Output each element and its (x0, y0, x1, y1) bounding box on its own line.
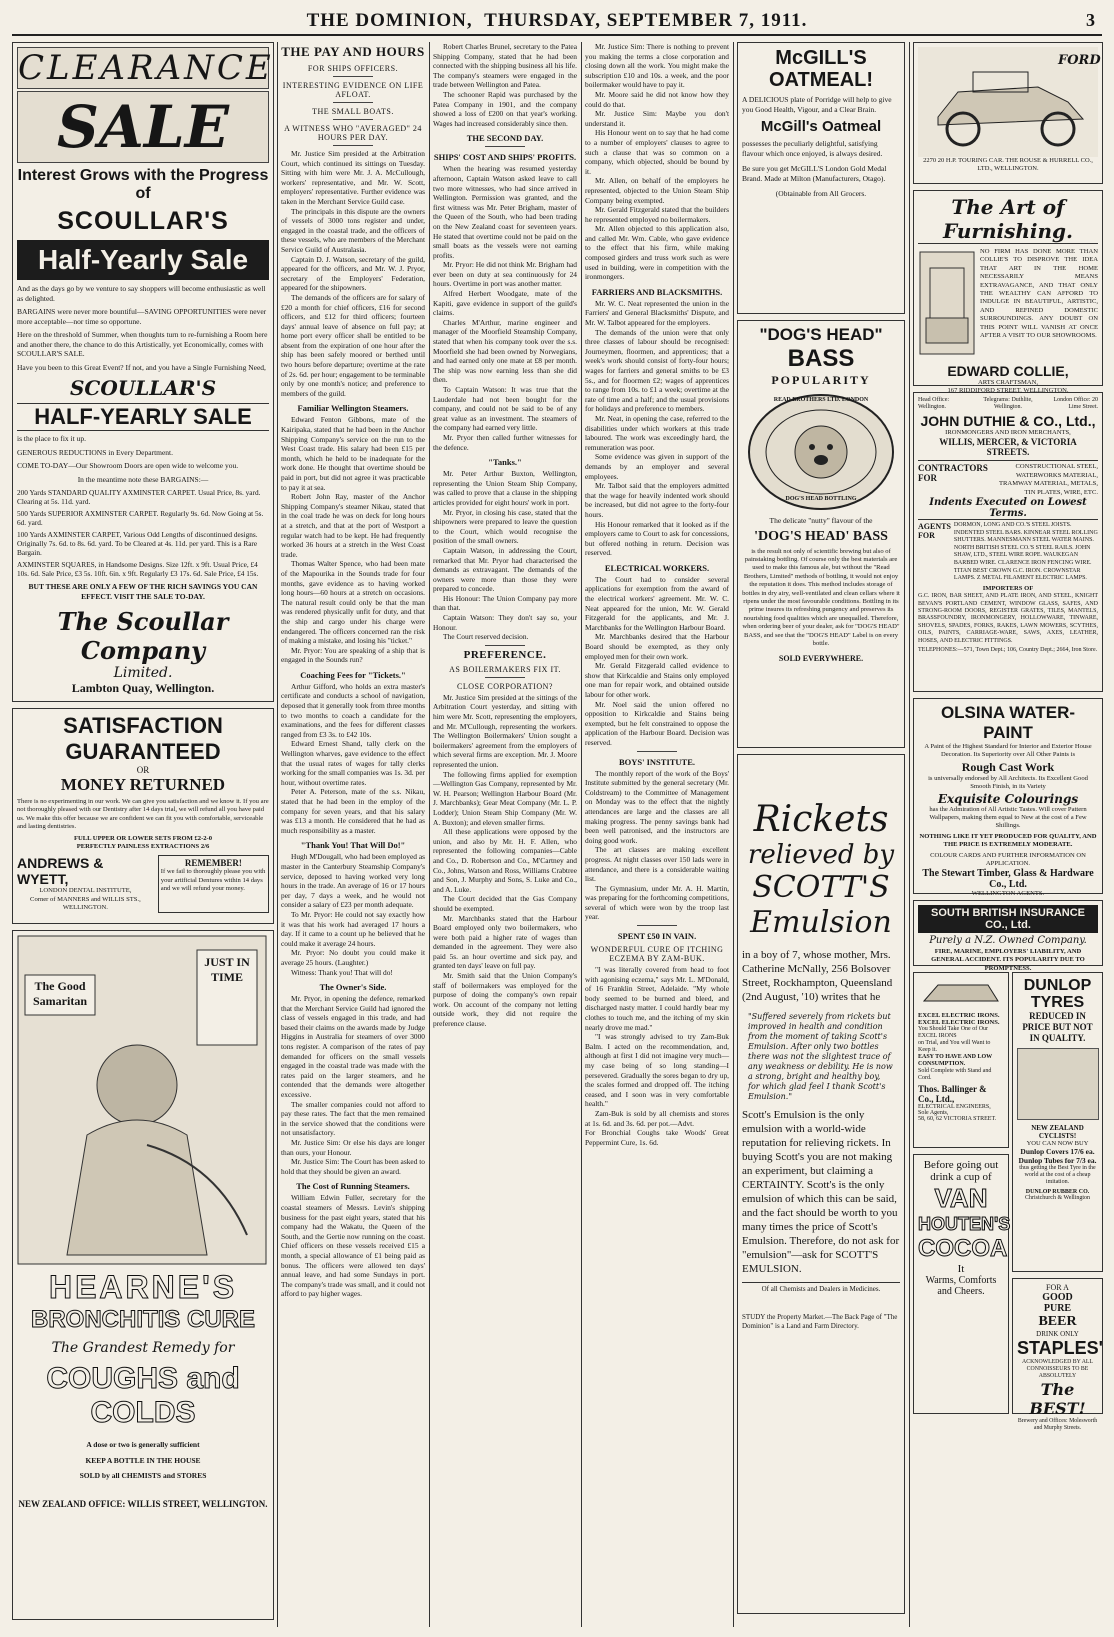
article-subhead: Coaching Fees for "Tickets." (300, 669, 406, 680)
ballinger-address: 58, 60, 62 VICTORIA STREET. (918, 1116, 997, 1122)
olsina-exquisite: Exquisite Colourings (937, 791, 1079, 806)
article-paragraph: Mr. Talbot said that the employers admitted that the wage for heavily indented work should be increased, but did not agree to the forty-four hours. (585, 481, 729, 519)
hearne-office: NEW ZEALAND OFFICE: WILLIS STREET, WELLINGTON. (18, 1498, 268, 1509)
bass-body: is the result not only of scientific brewing but also of painstaking bottling. Of course only the best materials are used to make this famous ale, but without the "Read Brothers, Limited" methods of bottling, it would not enjoy the reputation it does. This method includes storage of bottles in dry airy, well-ventilated and clean cellars where it ripens under the most favourable conditions. Bottling in its prime insures its refreshing pungency and preserves its nourishing food qualities which are unequalled. Therefore, when ordering beer of your dealer, ask for "DOG'S HEAD" BASS, and see that the "DOG'S HEAD" Label is on every bottle. (742, 547, 900, 647)
bass-sold: SOLD EVERYWHERE. (778, 654, 864, 664)
scoullar-para-2: BARGAINS were never more bountiful—SAVING OPPORTUNITIES were never more acceptable—nor time so opportune. (17, 307, 267, 326)
scoullar-para-8: In the meantime note these BARGAINS:— (77, 474, 209, 484)
staples-best: The BEST! (1029, 1380, 1086, 1418)
duthie-import-list: G.C. IRON, BAR SHEET, AND PLATE IRON, AND STEEL, KNIGHT BEVAN'S PORTLAND CEMENT, WINDOW GLASS, SAFES, AND STRONG-ROOM DOORS, REGISTER GRATES, TILES, MANTELS, BRASSFOUNDRY, IRONMONGERY, HOLLOWWARE, TINWARE, SHOVELS, SPADES, FORKS, RAKES, LAWN MOWERS, SCYTHES, OILS, PAINTS, CARRIAGE-WARE, SAWS, AXES, LEATHER, HOSES, AND ELECTRIC FITTINGS. (918, 593, 1098, 644)
article-paragraph: The Court decided that the Gas Company should be exempted. (433, 894, 577, 913)
mcgill-name: McGill's Oatmeal (760, 118, 882, 135)
good-samaritan-title: The Good Samaritan (33, 979, 87, 1008)
article-paragraph: The art classes are making excellent progress. At night classes over 150 lads were in attendance, and there is a considerable waiting list. (585, 845, 729, 884)
duthie-agent-list: DORMON, LONG AND CO.'S STEEL JOISTS. INDENTED STEEL BARS. KINNEAR STEEL ROLLING SHUTTERS. MANNESMANN STEEL WATER MAINS. NORTH BRITISH STEEL CO.'S STEEL RAILS. JOHN SHAW, LTD., STEEL WIRE ROPE. WAUKEGAN BARBED WIRE. CLARENCE IRON FENCING WIRE. TITAN BEST CROWN G.C. IRON. CROWNSTAR LAMPS. Z METAL FILAMENT ELECTRIC LAMPS. (953, 522, 1098, 582)
article-paragraph: Mr. Pryor, in closing his case, stated that the shipowners were prepared to leave the question to the Court, which would recognise the position of the small owners. (433, 507, 577, 546)
hearne-sold: SOLD by all CHEMISTS and STORES (79, 1471, 207, 1480)
remember-heading: REMEMBER! (184, 858, 242, 869)
bargain-item: AXMINSTER SQUARES, in Handsome Designs. Size 12ft. x 9ft. Usual Price, £4 10s. 6d. Sale Price, £3 5s. 10ft. 6in. x 9ft. Regularly £3 17s. 6d. Sale Price, £4 15s. (17, 560, 259, 578)
article-paragraph: Mr. Pryor, in opening the defence, remarked that the Merchant Service Guild had ignored the class of vessels engaged in this trade, and had based their claims on the awards made by Judge Higgins in Australia for steamers of over 3000 tons register. A comparison of the rates of pay demanded for officers on the small vessels engaged in the coastal trade was made with the rates paid on the larger steamers, and he contended that the demands were altogether excessive. (281, 994, 425, 1100)
article-paragraph: William Edwin Fuller, secretary for the coastal steamers of Messrs. Levin's shipping business for the past eight years, stated that his company had the Wakatu, the Queen of the South, and the Gertie now running on the coast. Chief officers on these vessels received £15 a month, a special allowance of £1 being paid as bonus. The officers were allowed ten days' annual leave, and had some Sundays in port. The company's trade was small, and it could not afford to pay higher wages. (281, 1193, 425, 1299)
olsina-title: OLSINA WATER-PAINT (940, 703, 1076, 742)
excel-sold: Sold Complete with Stand and Cord. (918, 1068, 992, 1081)
mcgill-text-2: possesses the peculiarly delightful, satisfying flavour which once enjoyed, is always desired. (742, 139, 883, 158)
olsina-text-2: is universally endorsed by All Architects. Its Excellent Good Smooth Finish, in its Variety (928, 774, 1088, 791)
article-headline: THE PAY AND HOURS (281, 44, 425, 59)
column-rule (733, 42, 734, 1627)
collie-name: EDWARD COLLIE, (947, 363, 1069, 379)
article-subhead: THE SECOND DAY. (466, 133, 544, 144)
dunlop-covers: Dunlop Covers 17/6 ea. (1020, 1147, 1095, 1156)
clearance-heading: CLEARANCE (18, 48, 274, 88)
duthie-london: London Office: 20 Lime Street. (1053, 397, 1098, 410)
ballinger-agents: Sole Agents, (918, 1110, 949, 1116)
duthie-telegrams: Telegrams: Duthlite, Wellington. (983, 397, 1033, 410)
duthie-for: FOR (918, 531, 935, 541)
scotts-brand: SCOTT'S (752, 870, 890, 905)
scoullar-para-1: And as the days go by we venture to say shoppers will become enthusiastic as well as delighted. (17, 284, 266, 303)
article-paragraph: To Captain Watson: It was true that the Lauderdale had not been bought for the company, and could not be said to be of any great value as an investment. The steamers of the company had earned very little. (433, 385, 577, 433)
duthie-contractor-list: CONSTRUCTIONAL STEEL, WATERWORKS MATERIAL, TRAMWAY MATERIAL, METALS, TIN PLATES, WIRE, ETC. (999, 463, 1098, 496)
remember-text: If we fail to thoroughly please you with your artificial Dentures within 14 days and we will refund your money. (160, 868, 266, 893)
article-paragraph: The Gymnasium, under Mr. A. H. Martin, was preparing for the forthcoming competitions, several of which were won by the troop last year. (585, 883, 729, 922)
vh-before: Before going out (923, 1159, 999, 1171)
olsina-text: A Paint of the Highest Standard for Interior and Exterior House Decoration. Its Superiority over All Other Paints is (924, 743, 1092, 759)
staples-pure: PURE (1043, 1303, 1072, 1314)
scotts-case: in a boy of 7, whose mother, Mrs. Catherine McNally, 256 Bolsover Street, Rockhampton, Queensland (2nd August, '10) writes that he (742, 949, 893, 1003)
article-paragraph: Mr. Justice Sim: There is nothing to prevent you making the terms a close corporation and closing down all the work. You might make the subscription £10 and 10s. a week, and the poor boilermaker would have to pay it. (585, 42, 729, 90)
excel-take-one: You Should Take One of Our EXCEL IRONS (918, 1026, 989, 1039)
hearne-title: HEARNE'S (48, 1269, 238, 1305)
ballinger-eng: ELECTRICAL ENGINEERS, (918, 1104, 991, 1110)
scotts-body: Scott's Emulsion is the only emulsion with a world-wide reputation for relieving rickets. In buying Scott's you are not making an experiment, but claiming a CERTAINTY. Scott's is the only emulsion of which this can be said, and the fact should be worth to you many times the price of Scott's Emulsion. Therefore, do not ask for "emulsion"—ask for SCOTT'S EMULSION. (742, 1109, 900, 1275)
article-column-2 (433, 42, 577, 1627)
article-paragraph: Some evidence was given in support of the demands by an employer and several employees. (585, 452, 729, 481)
collie-advert (913, 190, 1103, 395)
article-subhead: ELECTRICAL WORKERS. (604, 562, 710, 573)
article-paragraph: Mr. Justice Sim presided at the sittings of the Arbitration Court yesterday, and sitting with him were Mr. Scott, representing the employers, and Mr. M'Cullough, representing the workers. The Wellington Boilermakers' Union sought a boilermakers' agreement from the employers of which several firms are exception. Mr. J. Moore represented the union. (433, 692, 577, 769)
article-paragraph: His Honour: The Union Company pay more than that. (433, 593, 577, 613)
ford-advert (913, 42, 1103, 184)
scoullar-para-5: is the place to fix it up. (17, 434, 86, 443)
article-sub: AS BOILERMAKERS FIX IT. (449, 664, 561, 674)
duthie-phones: TELEPHONES:—571, Town Dept.; 106, Country Dept.; 2664, Iron Store. (918, 647, 1098, 654)
column-left-ads (12, 42, 274, 1627)
article-paragraph: Mr. Justice Sim: The Court has been asked to hold that they should be given an award. (281, 1157, 425, 1176)
dunlop-tubes: Dunlop Tubes for 7/3 ea. (1018, 1156, 1097, 1165)
article-paragraph: The following firms applied for exemption—Wellington Gas Company, represented by Mr. W. H. Pearson; Wellington Harbour Board (Mr. J. Marchbanks); Gear Meat Company (Mr. L. P. Lodder); Union Steam Ship Company (Mr. W. A. Buxton); and eleven smaller firms. (433, 769, 577, 827)
bargain-item: 100 Yards AXMINSTER CARPET, Various Odd Lengths of discontinued designs. Originally 7s. 6d. to 8s. 6d. yard. To be Cleared at 4s. 11d. per yard. This is a Rare Bargain. (17, 530, 258, 557)
article-subhead: FARRIERS AND BLACKSMITHS. (591, 286, 723, 297)
grandest-remedy: The Grandest Remedy for (51, 1340, 235, 1356)
article-paragraph: Witness: Thank you! That will do! (291, 967, 393, 977)
staples-for: FOR A (1046, 1283, 1069, 1292)
article-paragraph: Mr. Smith said that the Union Company's staff of boilermakers was employed for the purpose of doing the company's own repair work. On account of the company not letting outside work, they did not require the preference clause. (433, 971, 577, 1029)
issue-date: THURSDAY, SEPTEMBER 7, 1911. (484, 10, 808, 31)
olsina-nothing: NOTHING LIKE IT YET PRODUCED FOR QUALITY, AND THE PRICE IS EXTREMELY MODERATE. (919, 832, 1097, 849)
duthie-name: JOHN DUTHIE & CO., Ltd., (920, 413, 1096, 429)
scoullar-para-9: BUT THESE ARE ONLY A FEW OF THE RICH SAVINGS YOU CAN EFFECT. VISIT THE SALE TO-DAY. (28, 582, 258, 601)
article-paragraph: Charles M'Arthur, marine engineer and manager of the Moorfield Steamship Company, stated that when his company took over the s.s. Moorfield she had been owned by Norwegians, and had earned only one mate at £8 per month. The ship was now earning less than she did then. (433, 317, 577, 385)
article-paragraph: The schooner Rapid was purchased by the Patea Company in 1901, and the company showed a loss of £200 on that year's working. Wages had increased considerably since then. (433, 89, 577, 128)
article-paragraph: Mr. Pryor then called further witnesses for the defence. (433, 432, 577, 452)
dog-head-label (746, 392, 896, 512)
article-paragraph: The Court reserved decision. (443, 632, 529, 642)
article-column-1 (281, 42, 425, 1627)
staples-brewery: Brewery and Offices: Molesworth and Murphy Streets. (1017, 1418, 1098, 1431)
article-footnote: For Bronchial Coughs take Woods' Great Peppermint Cure, 1s. 6d. (585, 1128, 729, 1147)
article-section-heading: PREFERENCE. (463, 648, 547, 661)
hearne-dose: A dose or two is generally sufficient (86, 1440, 200, 1449)
scotts-advert (737, 754, 905, 1614)
staples-name: STAPLES' (1017, 1338, 1103, 1358)
article-paragraph: "I was literally covered from head to foot with agonising eczema," says Mr. L. M'Donald, of 16 Franklin Street, Adelaide. "My whole body seemed to be burned and bleed, and discharged nasty matter. I could hardly bear my clothes to touch me, and the itching of my skin nearly drove me mad." (585, 965, 729, 1032)
vanhouten-advert (913, 1154, 1009, 1414)
excel-trial: on Trial, and You will Want to Keep it. (918, 1040, 991, 1053)
scoullar-para-4: Have you been to this Great Event? If not, and you have a Single Furnishing Need, (17, 362, 266, 372)
article-paragraph: Mr. Allen, on behalf of the employers he represented, objected to the Union Steam Ship Company being exempted. (585, 176, 729, 205)
article-paragraph: Mr. Noel said the union offered no opposition to Kirkcaldie and Stains being exempted, but he felt constrained to oppose the application of the Harbour Board. Decision was reserved. (585, 699, 729, 747)
olsina-text-3: has the Admiration of All Artistic Tastes. Will cover Pattern Wallpapers, making them equal to New at the cost of a Few Shillings. (929, 805, 1087, 830)
dental-set-price: FULL UPPER OR LOWER SETS FROM £2-2-0 (73, 834, 213, 842)
article-paragraph: Captain D. J. Watson, secretary of the guild, appeared for the officers, and Mr. W. J. Pryor, secretary of the Employers' Federation, appeared for the shipowners. (281, 254, 425, 293)
sale-heading: SALE (17, 91, 269, 163)
vh-houten: HOUTEN'S (918, 1214, 1011, 1234)
article-paragraph: The smaller companies could not afford to pay these rates. The fact that the men remained in the service showed that the conditions were not unsatisfactory. (281, 1099, 425, 1138)
masthead (12, 8, 1102, 36)
bargain-list (17, 488, 269, 578)
article-sub: WONDERFUL CURE OF ITCHING ECZEMA BY ZAM-BUK. (590, 945, 724, 964)
article-paragraph: The demands of the union were that only three classes of labour should be recognised: Journeymen, floormen, and apprentices; that a week's work should consist of forty-four hours; wages for farriers and general smiths to be £3 5s., and for floormen £2; wages of apprentices to range from 10s. to £1 a week; overtime at the rate of time and a half; and the usual provisions for holidays and preference to members. (585, 327, 729, 414)
article-paragraph: Mr. Marchbanks desired that the Harbour Board should be exempted, as they only employed men for their own work. (585, 632, 729, 661)
excel-irons: EXCEL ELECTRIC IRONS. (918, 1012, 1000, 1019)
sbi-classes: FIRE, MARINE, EMPLOYERS' LIABILITY, AND GENERAL ACCIDENT. ITS POPULARITY DUE TO PROMPTNESS. (931, 948, 1085, 972)
column-rule (909, 42, 910, 1627)
scoullar-advert (12, 42, 274, 702)
or-word: OR (136, 765, 150, 775)
rickets-heading: Rickets (753, 799, 889, 840)
collie-role: ARTS CRAFTSMAN, (977, 379, 1039, 386)
olsina-advert (913, 698, 1103, 898)
collie-address: 167 RIDDIFORD STREET, WELLINGTON. (947, 387, 1069, 395)
sbi-owned: Purely a N.Z. Owned Company. (929, 935, 1087, 946)
duthie-agents: AGENTS (918, 522, 951, 532)
dunlop-advert (1012, 972, 1103, 1272)
scoullar-para-6: GENEROUS REDUCTIONS in Every Department. (17, 447, 174, 457)
staples-good: GOOD (1042, 1292, 1073, 1303)
dunlop-cities: Christchurch & Wellington (1024, 1195, 1091, 1201)
vh-cocoa: COCOA (918, 1235, 1008, 1262)
staples-drink: DRINK ONLY (1036, 1330, 1079, 1338)
hearne-keep: KEEP A BOTTLE IN THE HOUSE (85, 1455, 201, 1465)
article-paragraph: All these applications were opposed by the union, and also by Mr. H. F. Allen, who represented the following companies—Cable and Co., D. Robertson and Co., M'Cartney and Co., Johns, Watson and Ross, Williams Crabtree and Son, J. Murphy and Sons, S. Luke and Co., and A. Luke. (433, 827, 577, 894)
article-paragraph: Edward Fenton Gibbons, mate of the Kairipaka, stated that he had been in the Anchor Shipping Company's service on the run to the West Coast trade. His salary had been £15 per month, which he held to be inadequate for the work done. He thought that overtime should be paid in port, but did not agree it was practicable to pay it at sea. (281, 415, 425, 492)
scotts-chemists: Of all Chemists and Dealers in Medicines. (742, 1282, 900, 1293)
scoullar-company: The Scoullar Company (57, 607, 229, 665)
vh-drink: drink a cup of (930, 1171, 992, 1183)
coughs-colds: COUGHS and COLDS (46, 1362, 240, 1429)
article-paragraph: Captain Watson, in addressing the Court, remarked that Mr. Pryor had characterised the demands as extravagant. The demands of the owners were more than those they were prepared to concede. (433, 545, 577, 594)
collie-title: The Art of Furnishing. (918, 195, 1098, 244)
olsina-cards: COLOUR CARDS AND FURTHER INFORMATION ON APPLICATION. (930, 851, 1086, 868)
dunlop-text: thus getting the Best Tyre in the world at the cost of a cheap imitation. (1019, 1165, 1096, 1185)
half-yearly-2: HALF-YEARLY SALE (17, 403, 269, 431)
sbi-title: SOUTH BRITISH INSURANCE CO., Ltd. (918, 905, 1098, 933)
relieved-by: relieved by (747, 840, 895, 870)
duthie-indents: Indents Executed on Lowest Terms. (918, 497, 1098, 520)
sbi-advert (913, 900, 1103, 972)
cyclist-illustration (1017, 1048, 1099, 1120)
article-paragraph: When the hearing was resumed yesterday afternoon, Captain Watson asked leave to call two more witnesses, who had since arrived in Wellington. Permission was granted, and the first witness was Mr. Peter Brigham, master of the Queen of the South, who had been trading on the New Zealand coast for seventeen years. He stated that overtime could not be paid on the small boats as the vessels were not earning profits. (433, 164, 577, 260)
satisfaction-heading: SATISFACTION (63, 713, 223, 738)
half-yearly-banner: Half-Yearly Sale (17, 240, 269, 280)
article-paragraph: Mr. Moore said he did not know how they could do that. (585, 89, 729, 109)
bronchitis-cure: BRONCHITIS CURE (30, 1306, 255, 1333)
article-sub-4: A WITNESS WHO "AVERAGED" 24 HOURS PER DAY. (284, 124, 422, 142)
bass-dogs-head: 'DOG'S HEAD' BASS (754, 528, 888, 544)
staples-beer: BEER (1038, 1314, 1077, 1329)
article-paragraph: Peter A. Peterson, mate of the s.s. Nikau, stated that he had been in the employ of the company for seven years, and that his salary was £13 a month. He considered that he had as much responsibility as a master. (281, 787, 425, 835)
dental-text: There is no experimenting in our work. We can give you satisfaction and we know it. If you are not thoroughly pleased with our Dentistry after 14 days trial, we will refund all you have paid us. We make this offer because we are confident we can fit you with comfortable, serviceable and lasting dentistries. (17, 798, 269, 831)
ballinger-advert (913, 972, 1009, 1148)
article-subhead: SHIPS' COST AND SHIPS' PROFITS. (433, 152, 577, 163)
dunlop-buy: YOU CAN NOW BUY (1026, 1140, 1089, 1147)
column-rule (277, 42, 278, 1627)
label-top-text: READ BROTHERS LTD. LONDON (773, 397, 869, 403)
interest-line: Interest Grows with the Progress of (17, 167, 269, 202)
stewart-agents: WELLINGTON AGENTS. (971, 890, 1045, 898)
article-sub-2: INTERESTING EVIDENCE ON LIFE AFLOAT. (282, 81, 424, 99)
article-paragraph: Mr. Pryor: He did not think Mr. Brigham had ever been on duty at sea continuously for 24 hours. Overtime in port was another matter. (433, 260, 577, 289)
vh-it: It (957, 1263, 965, 1275)
article-paragraph: Mr. Pryor: You are speaking of a ship that is engaged in the Sounds run? (281, 645, 425, 665)
article-paragraph: Mr. Pryor: No doubt you could make it average 25 hours. (Laughter.) (281, 948, 425, 967)
article-subhead: SPENT £50 IN VAIN. (617, 931, 697, 942)
article-paragraph: His Honour went on to say that he had come to a number of employers' clauses to agree to such a clause that was so common on a company, which objected, should be bound by it. (585, 128, 729, 176)
duthie-advert (913, 392, 1103, 692)
column-rule (581, 42, 582, 1627)
armchair-illustration (918, 248, 976, 358)
article-sub-1: FOR SHIPS OFFICERS. (307, 64, 399, 73)
duthie-importers: IMPORTERS OF (982, 584, 1034, 592)
ballinger-firm: Thos. Ballinger & Co., Ltd., (918, 1084, 987, 1104)
article-paragraph: Mr. Gerald Fitzgerald stated that the builders he represented employed no boilermakers. (585, 205, 729, 224)
collie-text: NO FIRM HAS DONE MORE THAN COLLIE'S TO DISPROVE THE IDEA THAT ART IN THE HOME NECESSARILY MEANS EXTRAVAGANCE, AND THAT ONLY THE WEALTHY CAN AFFORD TO INDULGE IN BEAUTIFUL, ARTISTIC, AND REFINED DOMESTIC SURROUNDINGS. ANY DOUBT ON THIS POINT WILL VANISH AT ONCE AFTER A VISIT TO OUR SHOWROOMS. (980, 248, 1098, 340)
article-sub-3: THE SMALL BOATS. (312, 107, 394, 116)
paper-title: THE DOMINION, (306, 10, 473, 31)
bargain-item: 200 Yards STANDARD QUALITY AXMINSTER CARPET. Usual Price, 8s. yard. Clearing at 5s. 11d. yard. (17, 488, 261, 506)
scotts-quote: "Suffered severely from rickets but improved in health and condition from the moment of taking Scott's Emulsion. After only two bottles there was not the slightest trace of any weakness or debility. He is now a strong, bright and healthy boy, for which glad feel I thank Scott's Emulsion." (748, 1012, 893, 1101)
vh-warms: Warms, Comforts (925, 1275, 997, 1286)
article-paragraph: The Court had to consider several applications for exemption from the award of the electrical workers' agreement. Mr. W. C. Neat appeared for the union, Mr. W. Gerald Fitzgerald for the applicants, and Mr. J. Marchbanks for the Wellington Harbour Board. (585, 574, 729, 632)
scoullar-address: Lambton Quay, Wellington. (71, 681, 215, 695)
dunlop-title: DUNLOP TYRES (1023, 977, 1092, 1011)
article-paragraph: The monthly report of the work of the Boys' Institute submitted by the general secretary (Mr. Coldstream) to the Committee of Management on Monday was to the effect that the nightly attendances are large and the classes are all making progress. The penny savings bank had been well patronised, and the instructors are doing good work. (585, 768, 729, 845)
article-subhead: The Cost of Running Steamers. (296, 1181, 410, 1192)
article-paragraph: His Honour remarked that it looked as if the employers came to Court to ask for concessions, but offered nothing in return. Decision was reserved. (585, 519, 729, 558)
mcgill-grocers: (Obtainable from All Grocers. (775, 189, 867, 198)
bargain-item: 500 Yards SUPERIOR AXMINSTER CARPET. Regularly 9s. 6d. Now Going at 5s. 6d. yard. (17, 509, 264, 527)
article-paragraph: Arthur Gifford, who holds an extra master's certificate and conducts a school of navigation, deposed that it generally took from three months to two months to coach a candidate for the examinations, and the fees for different classes ranged from £3 3s. to £42 10s. (281, 681, 425, 739)
scoullar-para-3: Here on the threshold of Summer, when thoughts turn to re-furnishing a Room here and another there, the chance to do this Artistically, yet Economically, comes with SCOULLAR'S SALE. (17, 330, 268, 358)
dunlop-reduced: REDUCED IN PRICE BUT NOT IN QUALITY. (1022, 1011, 1093, 1043)
article-paragraph: Captain Watson: They don't say so, your Honour. (433, 613, 577, 632)
article-paragraph: Mr. Gerald Fitzgerald called evidence to show that Kirkcaldie and Stains only employed one man for repair work, and obtained outside labour for other work. (585, 661, 729, 699)
article-paragraph: The demands of the officers are for salary of £20 a month for chief officers, £16 for second officers, and £12 for third officers; fourteen days' annual leave of absence on full pay; at home port every officer shall be entitled to be absent from the expiration of one hour after the ship has been safely moored or berthed until two hours before departure; overtime at the rate of 2s. 6d. per hour; engagement to be terminable only by one month's notice; and preference to members of the guild. (281, 292, 425, 398)
article-paragraph: Mr. Neat, in opening the case, referred to the disabilities under which workers at this trade laboured. The work was exceedingly hard, the remuneration was poor. (585, 413, 729, 452)
article-subhead: Familiar Wellington Steamers. (297, 403, 409, 414)
label-bottom-text: DOG'S HEAD BOTTLING (785, 496, 857, 502)
column-rule (429, 42, 430, 1627)
just-in-time: JUST IN TIME (204, 955, 250, 984)
dental-firm-sub: LONDON DENTAL INSTITUTE, (39, 887, 132, 895)
article-subhead: BOYS' INSTITUTE. (618, 756, 696, 767)
article-paragraph: "I was strongly advised to try Zam-Buk Balm. I acted on the recommendation, and, although at first I did not imagine very much—my case being of so long standing—I persevered. Gradually the sores began to dry up, the scales formed and dropped off. The itching ceased, and I soon was in very comfortable health." (585, 1032, 729, 1109)
page-number: 3 (1086, 10, 1096, 30)
bass-title: "DOG'S HEAD" (759, 325, 883, 344)
column-right-ads (913, 42, 1103, 1627)
scoullar-para-7: COME TO-DAY—Our Showroom Doors are open wide to welcome you. (17, 461, 239, 470)
article-sub: CLOSE CORPORATION? (457, 681, 553, 691)
article-paragraph: Mr. Justice Sim: Or else his days are longer than ours, your Honour. (281, 1138, 425, 1157)
dunlop-nz: NEW ZEALAND CYCLISTS! (1031, 1124, 1084, 1140)
article-paragraph: Robert John Ray, master of the Anchor Shipping Company's steamer Nikau, stated that in the coal trade he was on deck for long hours at a stretch, and that at the port of Westport a regular watch had to be kept. He had frequently worked 36 hours at a stretch in the West Coast trade. (281, 492, 425, 559)
dental-extractions: PERFECTLY PAINLESS EXTRACTIONS 2/6 (76, 843, 210, 851)
article-paragraph: Mr. Justice Sim presided at the Arbitration Court, which continued its sittings on Tuesday. Sitting with him were Mr. J. A. McCullough, workers' representative, and Mr. W. Scott, employers' representative. Further evidence was taken in the Merchant Service Guild case. (281, 149, 425, 206)
duthie-streets: WILLIS, MERCER, & VICTORIA STREETS. (939, 437, 1077, 458)
article-paragraph: Mr. W. C. Neat represented the union in the Farriers' and General Blacksmiths' Dispute, and Mr. W. Talbot appeared for the employers. (585, 298, 729, 328)
vh-cheers: and Cheers. (937, 1286, 985, 1297)
duthie-head-office: Head Office: Wellington. (918, 397, 950, 410)
article-paragraph: Zam-Buk is sold by all chemists and stores at 1s. 6d. and 3s. 6d. per pot.—Advt. (585, 1108, 729, 1128)
excel-irons-2: EXCEL ELECTRIC IRONS. (918, 1019, 1000, 1026)
bass-advert (737, 320, 905, 748)
scotts-emulsion: Emulsion (750, 905, 892, 940)
stewart-company: The Stewart Timber, Glass & Hardware Co., Ltd. (922, 868, 1094, 891)
bass-word: BASS (787, 345, 855, 372)
scoullar-name-2: SCOULLAR'S (69, 376, 217, 400)
article-column-3 (585, 42, 729, 1627)
olsina-rough: Rough Cast Work (961, 759, 1055, 774)
ford-logo: FORD (1058, 53, 1101, 68)
dental-firm-address: Corner of MANNERS and WILLIS STS., WELLINGTON. (30, 895, 141, 912)
money-returned: MONEY RETURNED (60, 775, 226, 794)
article-paragraph: Hugh M'Dougall, who had been employed as master in the Canterbury Steamship Company's service, deposed to having worked very long hours in the trade. An average of 16 or 17 hours per day, 7 days a week, and he would not consider a salary of £23 per month adequate. (281, 852, 425, 910)
scoullar-name: SCOULLAR'S (57, 207, 229, 235)
article-paragraph: The principals in this dispute are the owners of vessels of 3000 tons register and under, engaged in the coastal trade, and the officers of these vessels, who are members of the Merchant Service Guild of Australasia. (281, 206, 425, 254)
article-paragraph: Alfred Herbert Woodgate, mate of the Kapiti, gave evidence in support of the guild's claims. (433, 289, 577, 318)
column-mid-ads (737, 42, 905, 1627)
article-paragraph: Thomas Walter Spence, who had been mate of the Mapourika in the Sounds trade for four months, gave evidence as to having worked long hours—60 hours at a stretch on occasions. The natural result could only be that the man was rendered physically unfit for duty, and that the ship and cargo under his charge were endangered. The officers concerned ran the risk of making a mistake, and losing his "ticket." (281, 559, 425, 646)
staples-ack: ACKNOWLEDGED BY ALL CONNOISSEURS TO BE ABSOLUTELY (1022, 1359, 1093, 1379)
article-paragraph: Mr. Allen objected to this application also, and called Mr. Wm. Cable, who gave evidence to the effect that his firm, while making composed girders and truss work such as were used in building, were in competition with the ironmongers. (585, 224, 729, 282)
ford-caption: 2270 20 H.P. TOURING CAR. THE ROUSE & HURRELL CO., LTD., WELLINGTON. (923, 157, 1093, 173)
mcgill-title: McGILL'S OATMEAL! (768, 47, 874, 91)
article-paragraph: Mr. Justice Sim: Maybe you don't understand it. (585, 109, 729, 128)
duthie-sub: IRONMONGERS AND IRON MERCHANTS, (945, 429, 1071, 436)
bass-popularity: POPULARITY (771, 373, 871, 387)
scotts-footnote: STUDY the Property Market.—The Back Page of "The Dominion" is a Land and Farm Directory. (742, 1313, 898, 1330)
bass-flavour: The delicate "nutty" flavour of the (769, 516, 873, 525)
article-paragraph: To Mr. Pryor: He could not say exactly how it was that his work had averaged 17 hours a day. If it came to a count up he believed that he could make it average 24 hours. (281, 909, 425, 948)
article-subhead: "Tanks." (488, 457, 522, 468)
article-paragraph: Mr. Peter Arthur Buxton, Wellington, representing the Union Steam Ship Company, was called to prove that a clause in the shipping articles provided for eight hours' work in port. (433, 469, 577, 507)
electric-iron-illustration (918, 977, 1004, 1007)
excel-easy: EASY TO HAVE AND LOW CONSUMPTION. (918, 1054, 993, 1067)
dunlop-rubber: DUNLOP RUBBER CO. (1025, 1189, 1090, 1195)
dental-advert (12, 708, 274, 924)
dental-firm: ANDREWS & WYETT, (17, 855, 104, 888)
article-subhead: The Owner's Side. (319, 982, 387, 993)
staples-advert (1012, 1278, 1103, 1431)
article-paragraph: Edward Ernest Shand, tally clerk on the Wellington wharves, gave evidence to the effect that the usual rates of wages for tally clerks working for the small companies was 1s. 3d. per hour, without overtime rates. (281, 739, 425, 787)
mcgill-text-3: Be sure you get McGILL'S London Gold Medal Brand. Made at Milton (Manufacturers, Otago). (742, 164, 887, 183)
article-paragraph: Robert Charles Brunel, secretary to the Patea Shipping Company, stated that he had been connected with the shipping business all his life. The company's steamers were engaged in the trade between Wellington and Patea. (433, 42, 577, 90)
article-subhead: "Thank You! That Will Do!" (300, 840, 406, 851)
mcgill-text: A DELICIOUS plate of Porridge will help to give you Good Health, Vigour, and a Clear Brain. (742, 95, 892, 114)
guaranteed-heading: GUARANTEED (65, 739, 221, 764)
mcgill-advert (737, 42, 905, 314)
vh-van: VAN (934, 1183, 988, 1213)
hearne-advert (12, 930, 274, 1620)
article-paragraph: Mr. Marchbanks stated that the Harbour Board employed only two boilermakers, who were both paid a higher rate of wages than demanded in the agreement. They were also paid 5s. an hour overtime and sick pay, and granted ten days' leave on full pay. (433, 913, 577, 971)
scoullar-limited: Limited. (113, 665, 173, 681)
duthie-contractors: CONTRACTORS FOR (918, 463, 988, 484)
